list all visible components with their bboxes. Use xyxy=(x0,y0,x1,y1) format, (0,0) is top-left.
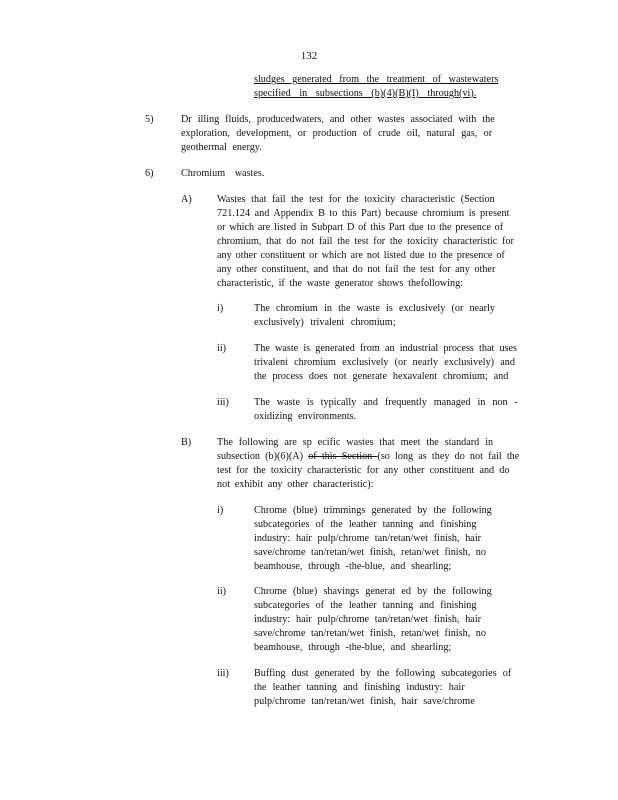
item-5-number: 5) xyxy=(145,114,154,125)
sub-line: Buffing dust generated by the following subcategories of xyxy=(254,668,512,679)
item-6a-iii-text xyxy=(254,396,518,424)
item-6a-line: any other constituent or which are not listed due to the presence of xyxy=(217,250,505,261)
item-6a-label: A) xyxy=(181,194,192,205)
sub-line: industry: hair pulp/chrome tan/retan/wet finish, hair xyxy=(254,533,482,544)
sub-line: Chrome (blue) trimmings generated by the following xyxy=(254,505,492,516)
item-6b-line xyxy=(217,450,519,464)
item-6b-i-text xyxy=(254,504,492,574)
text-fragment: subsection (b)(6)(A) xyxy=(217,451,309,462)
item-5-line: Dr illing fluids, producedwaters, and other wastes associated with the xyxy=(181,114,495,125)
sub-line: exclusively) trivalent chromium; xyxy=(254,317,396,328)
item-6a-line: Wastes that fail the test for the toxicity characteristic (Section xyxy=(217,194,495,205)
sub-line: pulp/chrome tan/retan/wet finish, hair save/chrome xyxy=(254,696,475,707)
sub-line: the process does not generate hexavalent chromium; and xyxy=(254,371,509,382)
item-6b-iii-text xyxy=(254,667,511,709)
item-6b-label: B) xyxy=(181,437,192,448)
sub-line: The chromium in the waste is exclusively (or nearly xyxy=(254,303,495,314)
struck-text: of this Section xyxy=(308,451,378,462)
item-6b-iii-label: iii) xyxy=(217,668,229,679)
text-fragment: (so long as they do not fail the xyxy=(377,451,520,462)
sub-line: save/chrome tan/retan/wet finish, retan/wet finish, no xyxy=(254,547,486,558)
sub-line: Chrome (blue) shavings generat ed by the following xyxy=(254,586,492,597)
sub-line: beamhouse, through -the-blue, and shearling; xyxy=(254,561,452,572)
item-6a-line: 721.124 and Appendix B to this Part) because chromium is present xyxy=(217,208,510,219)
sub-line: beamhouse, through -the-blue, and shearling; xyxy=(254,642,452,653)
item-6a-line: chromium, that do not fail the test for the toxicity characteristic for xyxy=(217,236,514,247)
item-6a-ii-label: ii) xyxy=(217,343,227,354)
item-6a-i-label: i) xyxy=(217,303,224,314)
item-6a-line: characteristic, if the waste generator shows thefollowing: xyxy=(217,278,464,289)
item-6a-line: or which are listed in Subpart D of this Part due to the presence of xyxy=(217,222,504,233)
sub-line: The waste is typically and frequently managed in non - xyxy=(254,397,518,408)
page-number: 132 xyxy=(300,50,318,62)
continuation-line: sludges generated from the treatment of wastewaters xyxy=(254,74,499,85)
item-6b-line: test for the toxicity characteristic for any other constituent and do xyxy=(217,465,510,476)
sub-line: industry: hair pulp/chrome tan/retan/wet finish, hair xyxy=(254,614,482,625)
item-6a-i-text xyxy=(254,302,495,330)
item-6-title: Chromium wastes. xyxy=(181,168,265,179)
item-6b-i-label: i) xyxy=(217,505,224,516)
item-6a-ii-text xyxy=(254,342,517,384)
sub-line: subcategories of the leather tanning and finishing xyxy=(254,600,477,611)
continuation-text xyxy=(254,73,498,101)
sub-line: save/chrome tan/retan/wet finish, retan/wet finish, no xyxy=(254,628,486,639)
sub-line: The waste is generated from an industrial process that uses xyxy=(254,343,518,354)
sub-line: subcategories of the leather tanning and finishing xyxy=(254,519,477,530)
item-5-line: exploration, development, or production of crude oil, natural gas, or xyxy=(181,128,493,139)
item-5-text xyxy=(181,113,495,155)
continuation-line: specified in subsections (b)(4)(B)(I) through(vi). xyxy=(254,88,477,99)
item-6a-text xyxy=(217,193,514,291)
sub-line: oxidizing environments. xyxy=(254,411,357,422)
sub-line: trivalent chromium exclusively (or nearly exclusively) and xyxy=(254,357,515,368)
sub-line: the leather tanning and finishing industry: hair xyxy=(254,682,465,693)
item-6a-iii-label: iii) xyxy=(217,397,229,408)
item-6b-ii-label: ii) xyxy=(217,586,227,597)
item-6b-text xyxy=(217,436,519,492)
item-6-number: 6) xyxy=(145,168,154,179)
item-5-line: geothermal energy. xyxy=(181,142,262,153)
item-6b-line: The following are sp ecific wastes that meet the standard in xyxy=(217,437,494,448)
item-6b-line: not exhibit any other characteristic): xyxy=(217,479,374,490)
item-6b-ii-text xyxy=(254,585,492,655)
item-6a-line: any other constituent, and that do not fail the test for any other xyxy=(217,264,496,275)
